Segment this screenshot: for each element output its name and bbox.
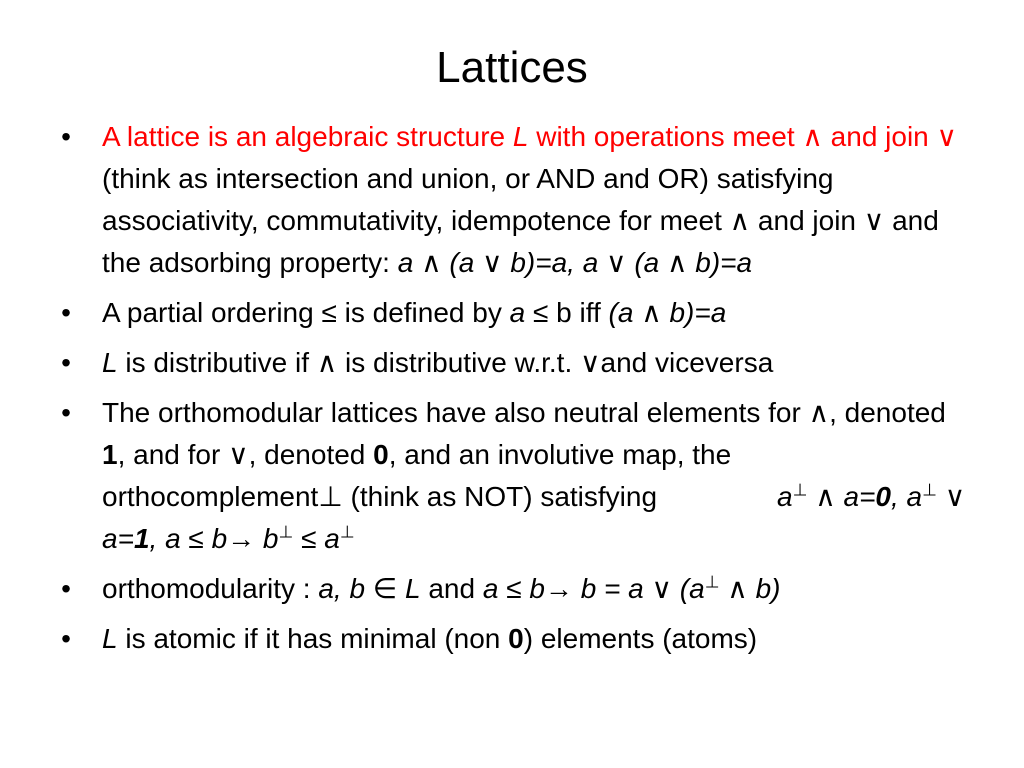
formula: a ≤: [509, 297, 549, 328]
absorption-formula: a ∧ (a ∨ b)=a, a ∨ (a ∧ b)=a: [397, 247, 753, 278]
text: A lattice is an algebraic structure: [102, 121, 506, 152]
bullet-atomic: [56, 618, 976, 660]
one-element: 1: [102, 439, 118, 470]
wedge-symbol: ∧: [808, 397, 830, 428]
zero-element: 0: [508, 623, 524, 654]
text: A partial ordering: [102, 297, 314, 328]
definition-red-text: [102, 121, 957, 152]
bullet-marker: •: [61, 347, 71, 378]
text: , a: [891, 481, 923, 512]
vee-symbol: ∨: [580, 347, 601, 378]
wedge-symbol: ∧: [729, 205, 751, 236]
bullet-marker: •: [61, 623, 71, 654]
text: The orthomodular lattices have also neutral elements for: [102, 397, 801, 428]
text: , and for: [117, 439, 221, 470]
leq-symbol: ≤: [321, 297, 337, 328]
symbol-L: L: [102, 347, 118, 378]
text: , a ≤ b→ b: [149, 523, 279, 554]
text: (think as intersection and union, or AND and OR) satisfying associativity, commutativity, idempotence for meet: [102, 163, 834, 236]
perp-superscript: ⊥: [339, 522, 355, 542]
wedge-symbol: ∧: [316, 347, 338, 378]
text: meet: [732, 121, 795, 152]
text: , denoted: [829, 397, 946, 428]
text: orthomodularity :: [102, 573, 311, 604]
formula: (a ∧ b)=a: [608, 297, 727, 328]
symbol-L: L: [102, 623, 118, 654]
bullet-orthomodularity: [56, 568, 976, 610]
text: ∧ a=: [815, 481, 876, 512]
text: and: [428, 573, 476, 604]
perp-superscript: ⊥: [792, 480, 808, 500]
text: (think as NOT) satisfying: [350, 481, 658, 512]
text: a ≤ b→ b = a ∨ (a: [482, 573, 705, 604]
bullet-marker: •: [61, 121, 71, 152]
zero-element: 0: [875, 481, 891, 512]
text: and join: [830, 121, 929, 152]
bullet-marker: •: [61, 397, 71, 428]
perp-superscript: ⊥: [704, 572, 720, 592]
bullet-marker: •: [61, 297, 71, 328]
text: and viceversa: [600, 347, 774, 378]
perp-superscript: ⊥: [922, 480, 937, 500]
text: and the adsorbing property:: [102, 205, 939, 278]
bullet-orthomodular-lattices: [56, 392, 976, 560]
text: , and an involutive map, the orthocomplement: [102, 439, 732, 512]
formula: [483, 573, 781, 604]
symbol-L: L: [512, 121, 529, 152]
text: is distributive w.r.t.: [345, 347, 573, 378]
bullet-partial-ordering: [56, 292, 976, 334]
bullet-lattice-definition: [56, 116, 976, 284]
bullet-distributive: [56, 342, 976, 384]
vee-symbol: ∨: [863, 205, 885, 236]
wedge-symbol: ∧: [802, 121, 823, 152]
one-element: 1: [133, 523, 150, 554]
bullet-marker: •: [61, 573, 71, 604]
text: b iff: [556, 297, 601, 328]
vee-symbol: ∨: [936, 121, 958, 152]
text: , denoted: [248, 439, 366, 470]
zero-element: 0: [373, 439, 389, 470]
text: ≤ a: [301, 523, 340, 554]
bullet-list: [56, 116, 976, 668]
text: and join: [757, 205, 857, 236]
vee-symbol: ∨: [228, 439, 249, 470]
formula: a, b ∈ L: [318, 573, 421, 604]
text: is distributive if: [125, 347, 309, 378]
slide-title: Lattices: [436, 43, 588, 92]
perp-superscript: ⊥: [278, 522, 294, 542]
text: with operations: [536, 121, 725, 152]
text: ) elements (atoms): [523, 623, 758, 654]
text: ∧ b): [727, 573, 781, 604]
text: is defined by: [344, 297, 502, 328]
text: a: [777, 481, 793, 512]
text: ∨ a=: [102, 481, 966, 554]
perp-symbol: ⊥: [318, 481, 343, 512]
text: is atomic if it has minimal (non: [125, 623, 501, 654]
